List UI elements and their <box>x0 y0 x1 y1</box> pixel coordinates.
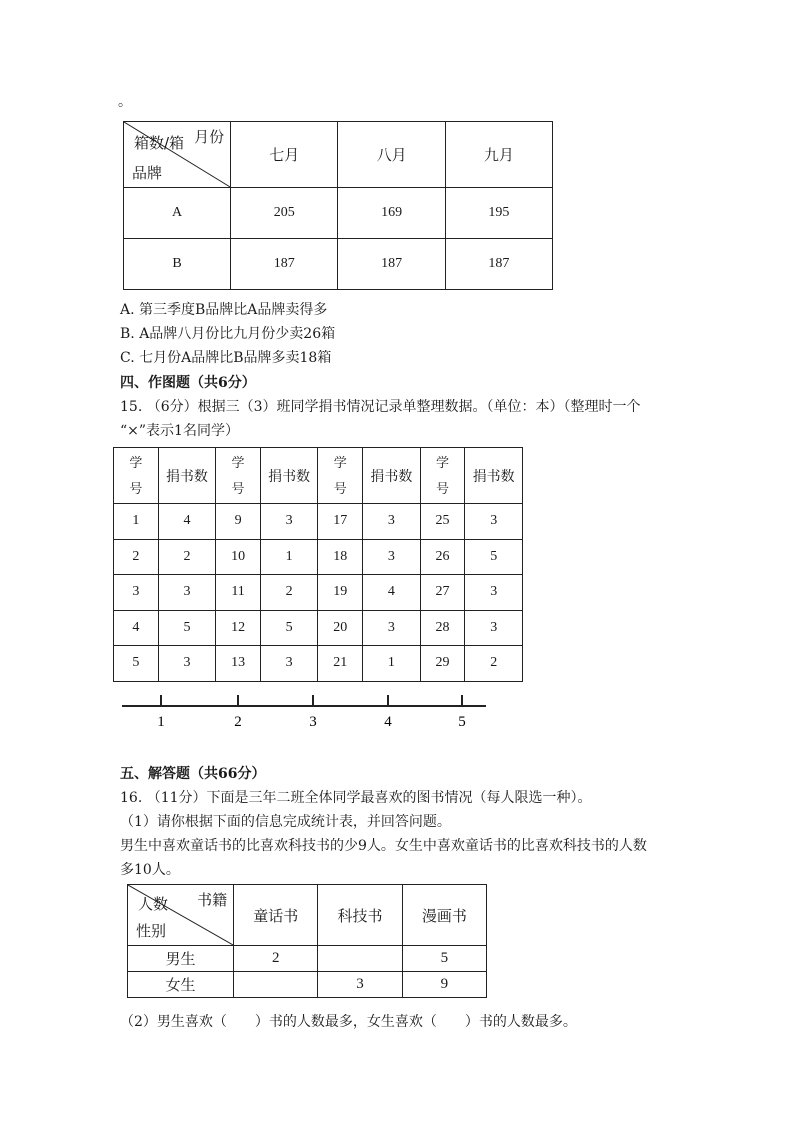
book-count-cell: 3 <box>260 646 318 682</box>
book-count-cell: 3 <box>363 610 421 646</box>
book-count-cell: 3 <box>465 575 523 611</box>
id-header: 学 号 <box>420 448 465 504</box>
question-16-line-2: （1）请你根据下面的信息完成统计表，并回答问题。 <box>120 814 451 830</box>
value-cell <box>234 972 318 998</box>
value-cell <box>318 946 402 972</box>
student-id-cell: 12 <box>216 610 261 646</box>
book-count-cell: 3 <box>260 504 318 540</box>
student-id-cell: 26 <box>420 539 465 575</box>
gender-cell: 男生 <box>128 946 234 972</box>
student-id-cell: 13 <box>216 646 261 682</box>
gender-cell: 女生 <box>128 972 234 998</box>
student-id-cell: 5 <box>114 646 159 682</box>
student-id-cell: 9 <box>216 504 261 540</box>
question-16-line-4: 多10人。 <box>120 862 180 878</box>
option-c: C. 七月份A品牌比B品牌多卖18箱 <box>120 350 332 366</box>
book-count-cell: 5 <box>260 610 318 646</box>
book-count-cell: 3 <box>465 610 523 646</box>
student-id-cell: 2 <box>114 539 159 575</box>
table-row <box>114 575 523 611</box>
table-row <box>114 610 523 646</box>
header-count-label: 箱数/箱 <box>134 134 185 152</box>
student-id-cell: 19 <box>318 575 363 611</box>
student-id-cell: 29 <box>420 646 465 682</box>
book-count-cell: 3 <box>363 504 421 540</box>
brand-cell: A <box>124 188 231 239</box>
book-count-cell: 2 <box>465 646 523 682</box>
count-header: 捐书数 <box>363 448 421 504</box>
book-count-cell: 3 <box>158 646 216 682</box>
diagonal-header-cell <box>124 122 231 188</box>
table-row <box>128 972 487 998</box>
header-people-label: 人数 <box>138 895 169 913</box>
table-row <box>114 539 523 575</box>
option-a: A. 第三季度B品牌比A品牌卖得多 <box>120 302 328 318</box>
option-b: B. A品牌八月份比九月份少卖26箱 <box>120 326 336 342</box>
book-type-header: 科技书 <box>318 885 402 946</box>
student-id-cell: 17 <box>318 504 363 540</box>
student-id-cell: 27 <box>420 575 465 611</box>
value-cell: 187 <box>231 239 338 290</box>
question-15-line-2: “×”表示1名同学） <box>120 423 239 439</box>
student-id-cell: 11 <box>216 575 261 611</box>
book-count-cell: 1 <box>363 646 421 682</box>
book-type-header: 童话书 <box>234 885 318 946</box>
student-id-cell: 3 <box>114 575 159 611</box>
sales-table <box>123 121 553 290</box>
number-line-tick-label: 2 <box>234 714 242 730</box>
value-cell: 9 <box>402 972 486 998</box>
value-cell: 169 <box>338 188 445 239</box>
value-cell: 3 <box>318 972 402 998</box>
section-5-title: 五、解答题（共66分） <box>120 766 266 782</box>
book-count-cell: 2 <box>158 539 216 575</box>
value-cell: 195 <box>445 188 552 239</box>
count-header: 捐书数 <box>465 448 523 504</box>
number-line <box>120 690 490 730</box>
question-15-line-1: 15. （6分）根据三（3）班同学捐书情况记录单整理数据。（单位：本）（整理时一个 <box>120 399 641 415</box>
id-header: 学 号 <box>114 448 159 504</box>
diagonal-header-cell <box>128 885 234 946</box>
value-cell: 205 <box>231 188 338 239</box>
value-cell: 187 <box>445 239 552 290</box>
book-count-cell: 3 <box>465 504 523 540</box>
brand-cell: B <box>124 239 231 290</box>
book-type-header: 漫画书 <box>402 885 486 946</box>
month-header: 八月 <box>338 122 445 188</box>
header-brand-label: 品牌 <box>132 164 163 182</box>
number-line-tick-label: 5 <box>458 714 466 730</box>
table-row <box>124 239 553 290</box>
question-16-line-1: 16. （11分）下面是三年二班全体同学最喜欢的图书情况（每人限选一种）。 <box>120 790 592 806</box>
top-punctuation: 。 <box>118 94 132 110</box>
question-16-sub-2: （2）男生喜欢（ ）书的人数最多，女生喜欢（ ）书的人数最多。 <box>120 1014 577 1030</box>
table-row <box>114 504 523 540</box>
book-count-cell: 4 <box>158 504 216 540</box>
value-cell: 187 <box>338 239 445 290</box>
student-id-cell: 21 <box>318 646 363 682</box>
month-header: 七月 <box>231 122 338 188</box>
book-count-cell: 4 <box>363 575 421 611</box>
number-line-tick-label: 1 <box>157 714 165 730</box>
section-4-title: 四、作图题（共6分） <box>120 375 256 391</box>
month-header: 九月 <box>445 122 552 188</box>
student-id-cell: 18 <box>318 539 363 575</box>
book-count-cell: 1 <box>260 539 318 575</box>
number-line-tick-label: 3 <box>309 714 317 730</box>
book-count-cell: 5 <box>158 610 216 646</box>
student-id-cell: 28 <box>420 610 465 646</box>
header-month-label: 月份 <box>194 128 225 146</box>
book-count-cell: 3 <box>363 539 421 575</box>
question-16-line-3: 男生中喜欢童话书的比喜欢科技书的少9人。女生中喜欢童话书的比喜欢科技书的人数 <box>120 838 647 854</box>
count-header: 捐书数 <box>260 448 318 504</box>
table-row <box>128 946 487 972</box>
id-header: 学 号 <box>216 448 261 504</box>
book-count-cell: 2 <box>260 575 318 611</box>
student-id-cell: 4 <box>114 610 159 646</box>
student-id-cell: 20 <box>318 610 363 646</box>
book-preference-table <box>127 884 487 998</box>
header-book-label: 书籍 <box>197 891 228 909</box>
book-count-cell: 5 <box>465 539 523 575</box>
number-line-tick-label: 4 <box>384 714 392 730</box>
header-gender-label: 性别 <box>136 922 167 940</box>
student-id-cell: 10 <box>216 539 261 575</box>
value-cell: 2 <box>234 946 318 972</box>
table-row <box>124 188 553 239</box>
book-count-cell: 3 <box>158 575 216 611</box>
value-cell: 5 <box>402 946 486 972</box>
id-header: 学 号 <box>318 448 363 504</box>
donation-table <box>113 447 523 682</box>
count-header: 捐书数 <box>158 448 216 504</box>
table-row <box>114 646 523 682</box>
student-id-cell: 25 <box>420 504 465 540</box>
student-id-cell: 1 <box>114 504 159 540</box>
